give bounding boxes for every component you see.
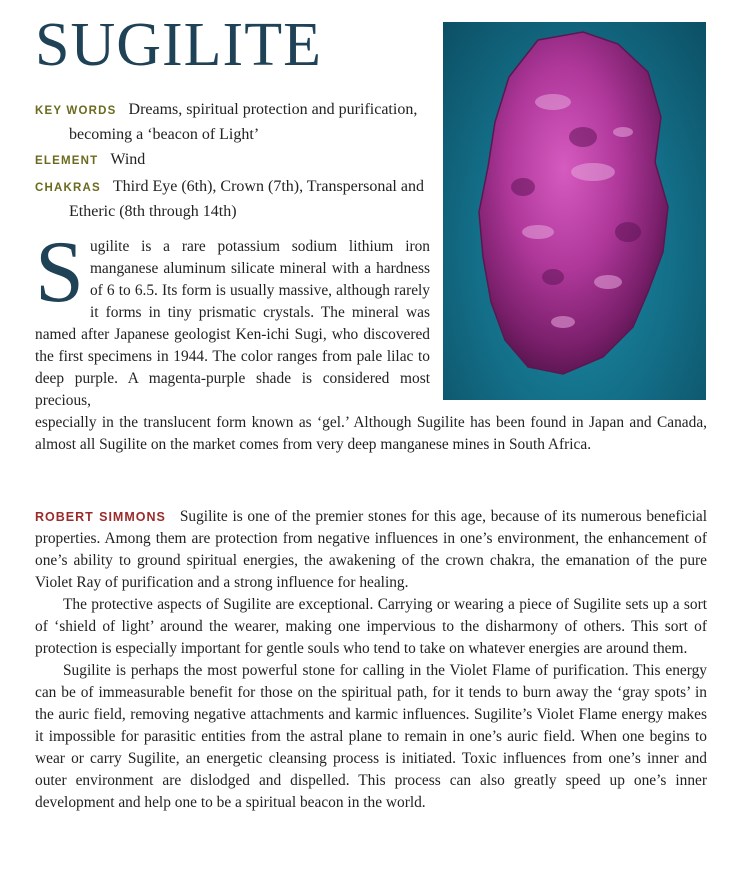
drop-cap: S xyxy=(35,224,84,321)
key-words-value: Dreams, spiritual protection and purification, becoming a ‘beacon of Light’ xyxy=(69,101,418,143)
element-label: ELEMENT xyxy=(35,155,99,167)
intro-text-narrow: ugilite is a rare potassium sodium lithium iron manganese aluminum silicate mineral with a hardness of 6 to 6.5. Its form is usually massive, although rarely it forms in tiny prismatic crystals. The mineral was named after Japanese geologist Ken-ichi Sugi, who discovered the first specimens in 1944. The color ranges from pale lilac to deep purple. A magenta-purple shade is considered most precious, xyxy=(35,238,430,409)
key-words-row xyxy=(35,98,425,146)
intro-paragraph xyxy=(35,224,430,412)
chakras-row xyxy=(35,175,425,223)
intro-text-wide: especially in the translucent form known as ‘gel.’ Although Sugilite has been found in Japan and Canada, almost all Sugilite on the market comes from very deep manganese mines in South Africa. xyxy=(35,414,707,453)
chakras-value: Third Eye (6th), Crown (7th), Transpersonal and Etheric (8th through 14th) xyxy=(69,178,424,220)
paragraph-1 xyxy=(35,506,707,594)
paragraph-2: The protective aspects of Sugilite are exceptional. Carrying or wearing a piece of Sugilite sets up a sort of ‘shield of light’ around the wearer, making one impervious to the disharmony of others. This sort of protection is especially important for gentle souls who tend to take on whatever energies are around them. xyxy=(35,596,707,657)
chakras-label: CHAKRAS xyxy=(35,182,101,194)
element-value: Wind xyxy=(110,151,146,168)
key-words-label: KEY WORDS xyxy=(35,105,117,117)
stone-attributes xyxy=(35,98,425,225)
paragraph-3: Sugilite is perhaps the most powerful stone for calling in the Violet Flame of purification. This energy can be of immeasurable benefit for those on the spiritual path, for it tends to burn away the ‘gray spots’ in the auric field, removing negative attachments and karmic influences. Sugilite’s Violet Flame energy makes it impossible for parasitic entities from the astral plane to remain in one’s auric field. When one begins to wear or carry Sugilite, an energetic cleansing process is initiated. Toxic influences from one’s inner and outer environment are dislodged and dispelled. This process can also greatly speed up one’s inner development and help one to be a spiritual beacon in the world. xyxy=(35,662,707,811)
author-name: ROBERT SIMMONS xyxy=(35,510,166,524)
sugilite-stone-image xyxy=(443,22,706,400)
element-row xyxy=(35,148,425,173)
sugilite-photo xyxy=(443,22,706,400)
page-title: SUGILITE xyxy=(35,11,322,79)
paragraph-1-text: Sugilite is one of the premier stones for this age, because of its numerous beneficial properties. Among them are protection from negative influences in one’s environment, the enhancement of one’s ability to ground spiritual energies, the awakening of the crown chakra, the emanation of the pure Violet Ray of purification and a strong influence for healing. xyxy=(35,508,707,591)
main-text xyxy=(35,506,707,814)
